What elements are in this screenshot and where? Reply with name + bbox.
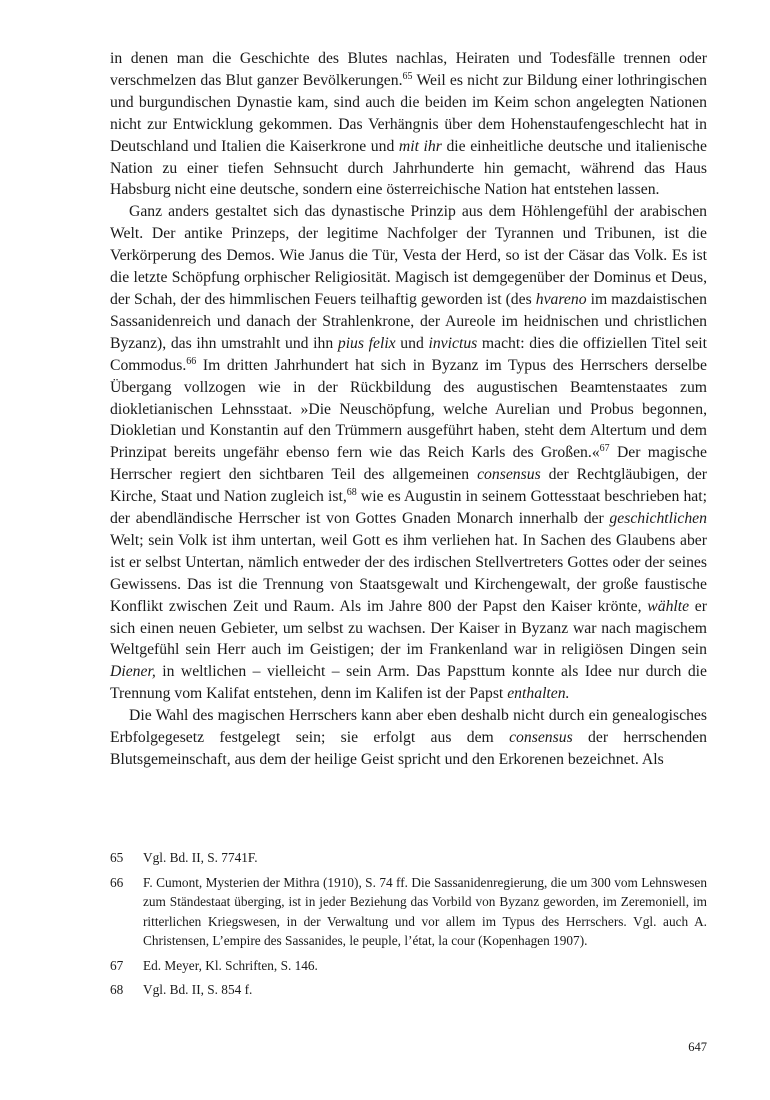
footnote-reference: 66 bbox=[186, 355, 197, 367]
text-run: Im dritten Jahrhundert hat sich in Byzanz im Typus des Herrschers derselbe Übergang vollzogen wie in der Rückbildung des augustischen Beamtenstaates zum diokletianischen Lehnsstaat. »Die Neuschöpfung, welche Aurelian und Probus begonnen, Diokletian und Konstantin auf den Trümmern ausgeführt haben, steht dem Altertum und dem Prinzipat bereits ungefähr ebenso fern wie das Reich Karls des Großen.« bbox=[110, 356, 707, 462]
footnote-reference: 67 bbox=[599, 443, 610, 455]
main-text bbox=[110, 48, 707, 771]
footnote-text: Vgl. Bd. II, S. 7741F. bbox=[143, 850, 258, 865]
emphasized-text: pius felix bbox=[337, 334, 396, 352]
paragraph bbox=[110, 48, 707, 201]
footnote-text: Ed. Meyer, Kl. Schriften, S. 146. bbox=[143, 957, 318, 973]
footnote bbox=[110, 956, 707, 976]
text-run: die einheitliche deutsche und italienische Nation zu einer tiefen Sehnsucht durch Jahrhunderte hin gemacht, während das Haus Habsburg nicht eine deutsche, sondern eine österreichische Nation hat entstehen lassen. bbox=[110, 137, 707, 199]
emphasized-text: Diener, bbox=[110, 663, 156, 681]
emphasized-text: geschichtlichen bbox=[609, 510, 707, 528]
footnote bbox=[110, 980, 707, 1000]
footnote-text: F. Cumont, Mysterien der Mithra (1910), S. 74 ff. Die Sassanidenregierung, die um 300 vom Lehnswesen zum Ständestaat überging, ist in jeder Beziehung das Vorbild von Byzanz geworden, im Zeremoniell, im ritterlichen Kriegswesen, in der Verwaltung und vor allem im Typus des Herrschers. Vgl. auch A. Christensen, L’empire des Sassanides, le peuple, l’état, la cour (Kopenhagen 1907). bbox=[143, 874, 707, 948]
text-run: der herrschenden Blutsgemeinschaft, aus dem der heilige Geist spricht und den Erkorenen bezeichnet. Als bbox=[110, 729, 707, 768]
text-run: Der magische Herrscher regiert den sichtbaren Teil des allgemeinen bbox=[110, 444, 707, 484]
text-run: er sich einen neuen Gebieter, um selbst zu wachsen. Der Kaiser in Byzanz war nach magischem Weltgefühl sein Herr auch im Geistigen; der im Frankenland war in religiösen Dingen sein bbox=[110, 597, 707, 659]
text-run: in weltlichen – vielleicht – sein Arm. Das Papsttum konnte als Idee nur durch die Trennung vom Kalifat entstehen, denn im Kalifen ist der Papst bbox=[110, 663, 707, 703]
footnote-number: 65 bbox=[110, 850, 124, 865]
paragraph bbox=[110, 705, 707, 771]
footnote-number: 68 bbox=[110, 982, 124, 997]
footnote-reference: 68 bbox=[346, 487, 357, 499]
emphasized-text: mit ihr bbox=[398, 137, 442, 155]
text-run: Ganz anders gestaltet sich das dynastische Prinzip aus dem Höhlengefühl der arabischen Welt. Der antike Prinzeps, der legitime Nachfolger der Tyrannen und Tribunen, ist die Verkörperung des Demos. Wie Janus die Tür, Vesta der Herd, so ist der Cäsar das Volk. Es ist die letzte Schöpfung orphischer Religiosität. Magisch ist demgegenüber der Dominus et Deus, der Schah, der des himmlischen Feuers teilhaftig geworden ist (des bbox=[110, 203, 707, 308]
emphasized-text: invictus bbox=[428, 334, 478, 352]
footnote bbox=[110, 848, 707, 868]
text-run: Weil es nicht zur Bildung einer lothringischen und burgundischen Dynastie kam, sind auch die beiden im Keim schon angelegten Nationen nicht zur Entwicklung gekommen. Das Verhängnis über dem Hohenstaufengeschlecht hat in Deutschland und Italien die Kaiserkrone und bbox=[110, 71, 707, 155]
text-run: im mazdaistischen Sassanidenreich und danach der Strahlenkrone, der Aureole im heidnischen und christlichen Byzanz), das ihn umstrahlt und ihn bbox=[110, 290, 707, 352]
emphasized-text: enthalten. bbox=[507, 685, 570, 703]
text-run: macht: dies die offiziellen Titel seit Commodus. bbox=[110, 334, 707, 374]
emphasized-text: wählte bbox=[647, 597, 690, 615]
emphasized-text: consensus bbox=[509, 729, 573, 747]
footnote bbox=[110, 873, 707, 951]
text-run: der Rechtgläubigen, der Kirche, Staat und Nation zugleich ist, bbox=[110, 466, 708, 506]
text-run: Die Wahl des magischen Herrschers kann aber eben deshalb nicht durch ein genealogisches Erbfolgegesetz festgelegt sein; sie erfolgt aus dem bbox=[110, 707, 707, 747]
footnotes bbox=[110, 848, 707, 1005]
text-run: in denen man die Geschichte des Blutes nachlas, Heiraten und Todesfälle trennen oder verschmelzen das Blut ganzer Bevölkerungen. bbox=[110, 50, 707, 89]
page-number: 647 bbox=[688, 1040, 707, 1054]
footnote-text: Vgl. Bd. II, S. 854 f. bbox=[143, 982, 253, 997]
text-run: und bbox=[395, 334, 429, 352]
text-run: Welt; sein Volk ist ihm untertan, weil Gott es ihm verliehen hat. In Sachen des Glaubens aber ist er selbst Untertan, nämlich entweder der des irdischen Stellvertreters Gottes oder der seines Gewissens. Das ist die Trennung von Staatsgewalt und Kirchengewalt, der große faustische Konflikt zwischen Zeit und Raum. Als im Jahre 800 der Papst den Kaiser krönte, bbox=[110, 531, 707, 615]
paragraph bbox=[110, 201, 707, 705]
emphasized-text: consensus bbox=[477, 466, 541, 484]
footnote-reference: 65 bbox=[402, 70, 413, 82]
emphasized-text: hvareno bbox=[535, 290, 587, 308]
text-run: wie es Augustin in seinem Gottesstaat beschrieben hat; der abendländische Herrscher ist von Gottes Gnaden Monarch innerhalb der bbox=[110, 488, 707, 528]
footnote-number: 67 bbox=[110, 957, 124, 973]
footnote-number: 66 bbox=[110, 874, 124, 890]
